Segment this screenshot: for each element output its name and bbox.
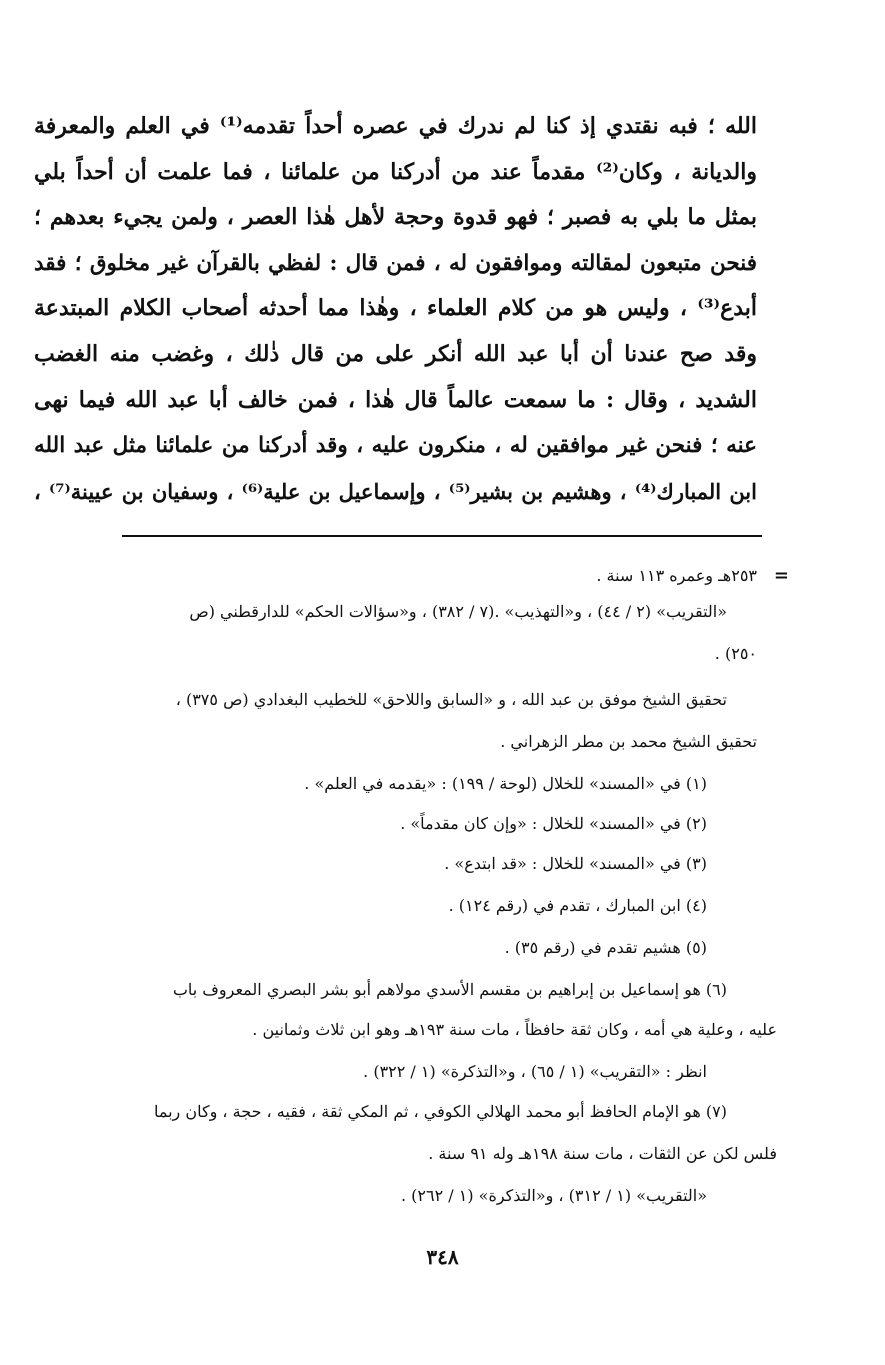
footnote-line: ٢٥٠) . <box>714 644 757 663</box>
main-text-block <box>34 104 757 514</box>
footnote-line: «التقريب» (١ / ٣١٢) ، و«التذكرة» (١ / ٢٦٢) . <box>400 1186 707 1205</box>
main-text-line: عنه ؛ فنحن غير موافقين له ، منكرون عليه ، وقد أدركنا من علمائنا مثل عبد الله <box>34 433 757 459</box>
main-text-line: الشديد ، وقال : ما سمعت عالماً قال هٰذا ، فمن خالف أبا عبد الله فيما نهى <box>34 386 757 413</box>
main-text-line: والديانة ، وكان⁽²⁾ مقدماً عند من أدركنا من علمائنا ، فما علمت أن أحداً بلي <box>34 158 757 185</box>
footnote-item-4: (٤) ابن المبارك ، تقدم في (رقم ١٢٤) . <box>448 896 707 915</box>
footnote-line: فلس لكن عن الثقات ، مات سنة ١٩٨هـ وله ٩١ سنة . <box>428 1144 777 1163</box>
main-text-line: وقد صح عندنا أن أبا عبد الله أنكر على من قال ذٰلك ، وغضب منه الغضب <box>34 340 757 367</box>
footnote-item-3: (٣) في «المسند» للخلال : «قد ابتدع» . <box>444 854 707 873</box>
page-number: ٣٤٨ <box>426 1245 459 1269</box>
footnote-line: «التقريب» (٢ / ٤٤) ، و«التهذيب» .(٧ / ٣٨٢) ، و«سؤالات الحكم» للدارقطني (ص <box>189 602 727 621</box>
footnote-line: تحقيق الشيخ موفق بن عبد الله ، و «السابق واللاحق» للخطيب البغدادي (ص ٣٧٥) ، <box>175 690 727 709</box>
footnote-line: تحقيق الشيخ محمد بن مطر الزهراني . <box>500 732 757 751</box>
main-text-line: أبدع⁽³⁾ ، وليس هو من كلام العلماء ، وهٰذا مما أحدثه أصحاب الكلام المبتدعة <box>34 295 757 322</box>
main-text-line: بمثل ما بلي به فصبر ؛ فهو قدوة وحجة لأهل هٰذا العصر ، ولمن يجيء بعدهم ؛ <box>34 204 757 231</box>
footnote-line: عليه ، وعلية هي أمه ، وكان ثقة حافظاً ، مات سنة ١٩٣هـ وهو ابن ثلاث وثمانين . <box>252 1020 777 1039</box>
footnote-separator <box>122 535 762 537</box>
footnote-continuation-marker: = <box>773 565 789 586</box>
footnote-line: ٢٥٣هـ وعمره ١١٣ سنة . <box>596 566 757 585</box>
main-text-line: الله ؛ فبه نقتدي إذ كنا لم ندرك في عصره أحداً تقدمه⁽¹⁾ في العلم والمعرفة <box>34 113 757 139</box>
footnote-item-2: (٢) في «المسند» للخلال : «وإن كان مقدماً» . <box>400 814 707 833</box>
footnote-item-1: (١) في «المسند» للخلال (لوحة / ١٩٩) : «يقدمه في العلم» . <box>304 774 707 793</box>
footnote-line: انظر : «التقريب» (١ / ٦٥) ، و«التذكرة» (١ / ٣٢٢) . <box>363 1062 707 1081</box>
main-text-line: فنحن متبعون لمقالته وموافقون له ، فمن قال : لفظي بالقرآن غير مخلوق ؛ فقد <box>34 250 757 276</box>
footnote-item-6: (٦) هو إسماعيل بن إبراهيم بن مقسم الأسدي مولاهم أبو بشر البصري المعروف باب <box>172 980 727 999</box>
main-text-line: ابن المبارك⁽⁴⁾ ، وهشيم بن بشير⁽⁵⁾ ، وإسماعيل بن علية⁽⁶⁾ ، وسفيان بن عيينة⁽⁷⁾ ، <box>34 478 757 504</box>
footnote-item-7: (٧) هو الإمام الحافظ أبو محمد الهلالي الكوفي ، ثم المكي ثقة ، فقيه ، حجة ، وكان ربما <box>153 1102 727 1121</box>
footnote-item-5: (٥) هشيم تقدم في (رقم ٣٥) . <box>504 938 707 957</box>
